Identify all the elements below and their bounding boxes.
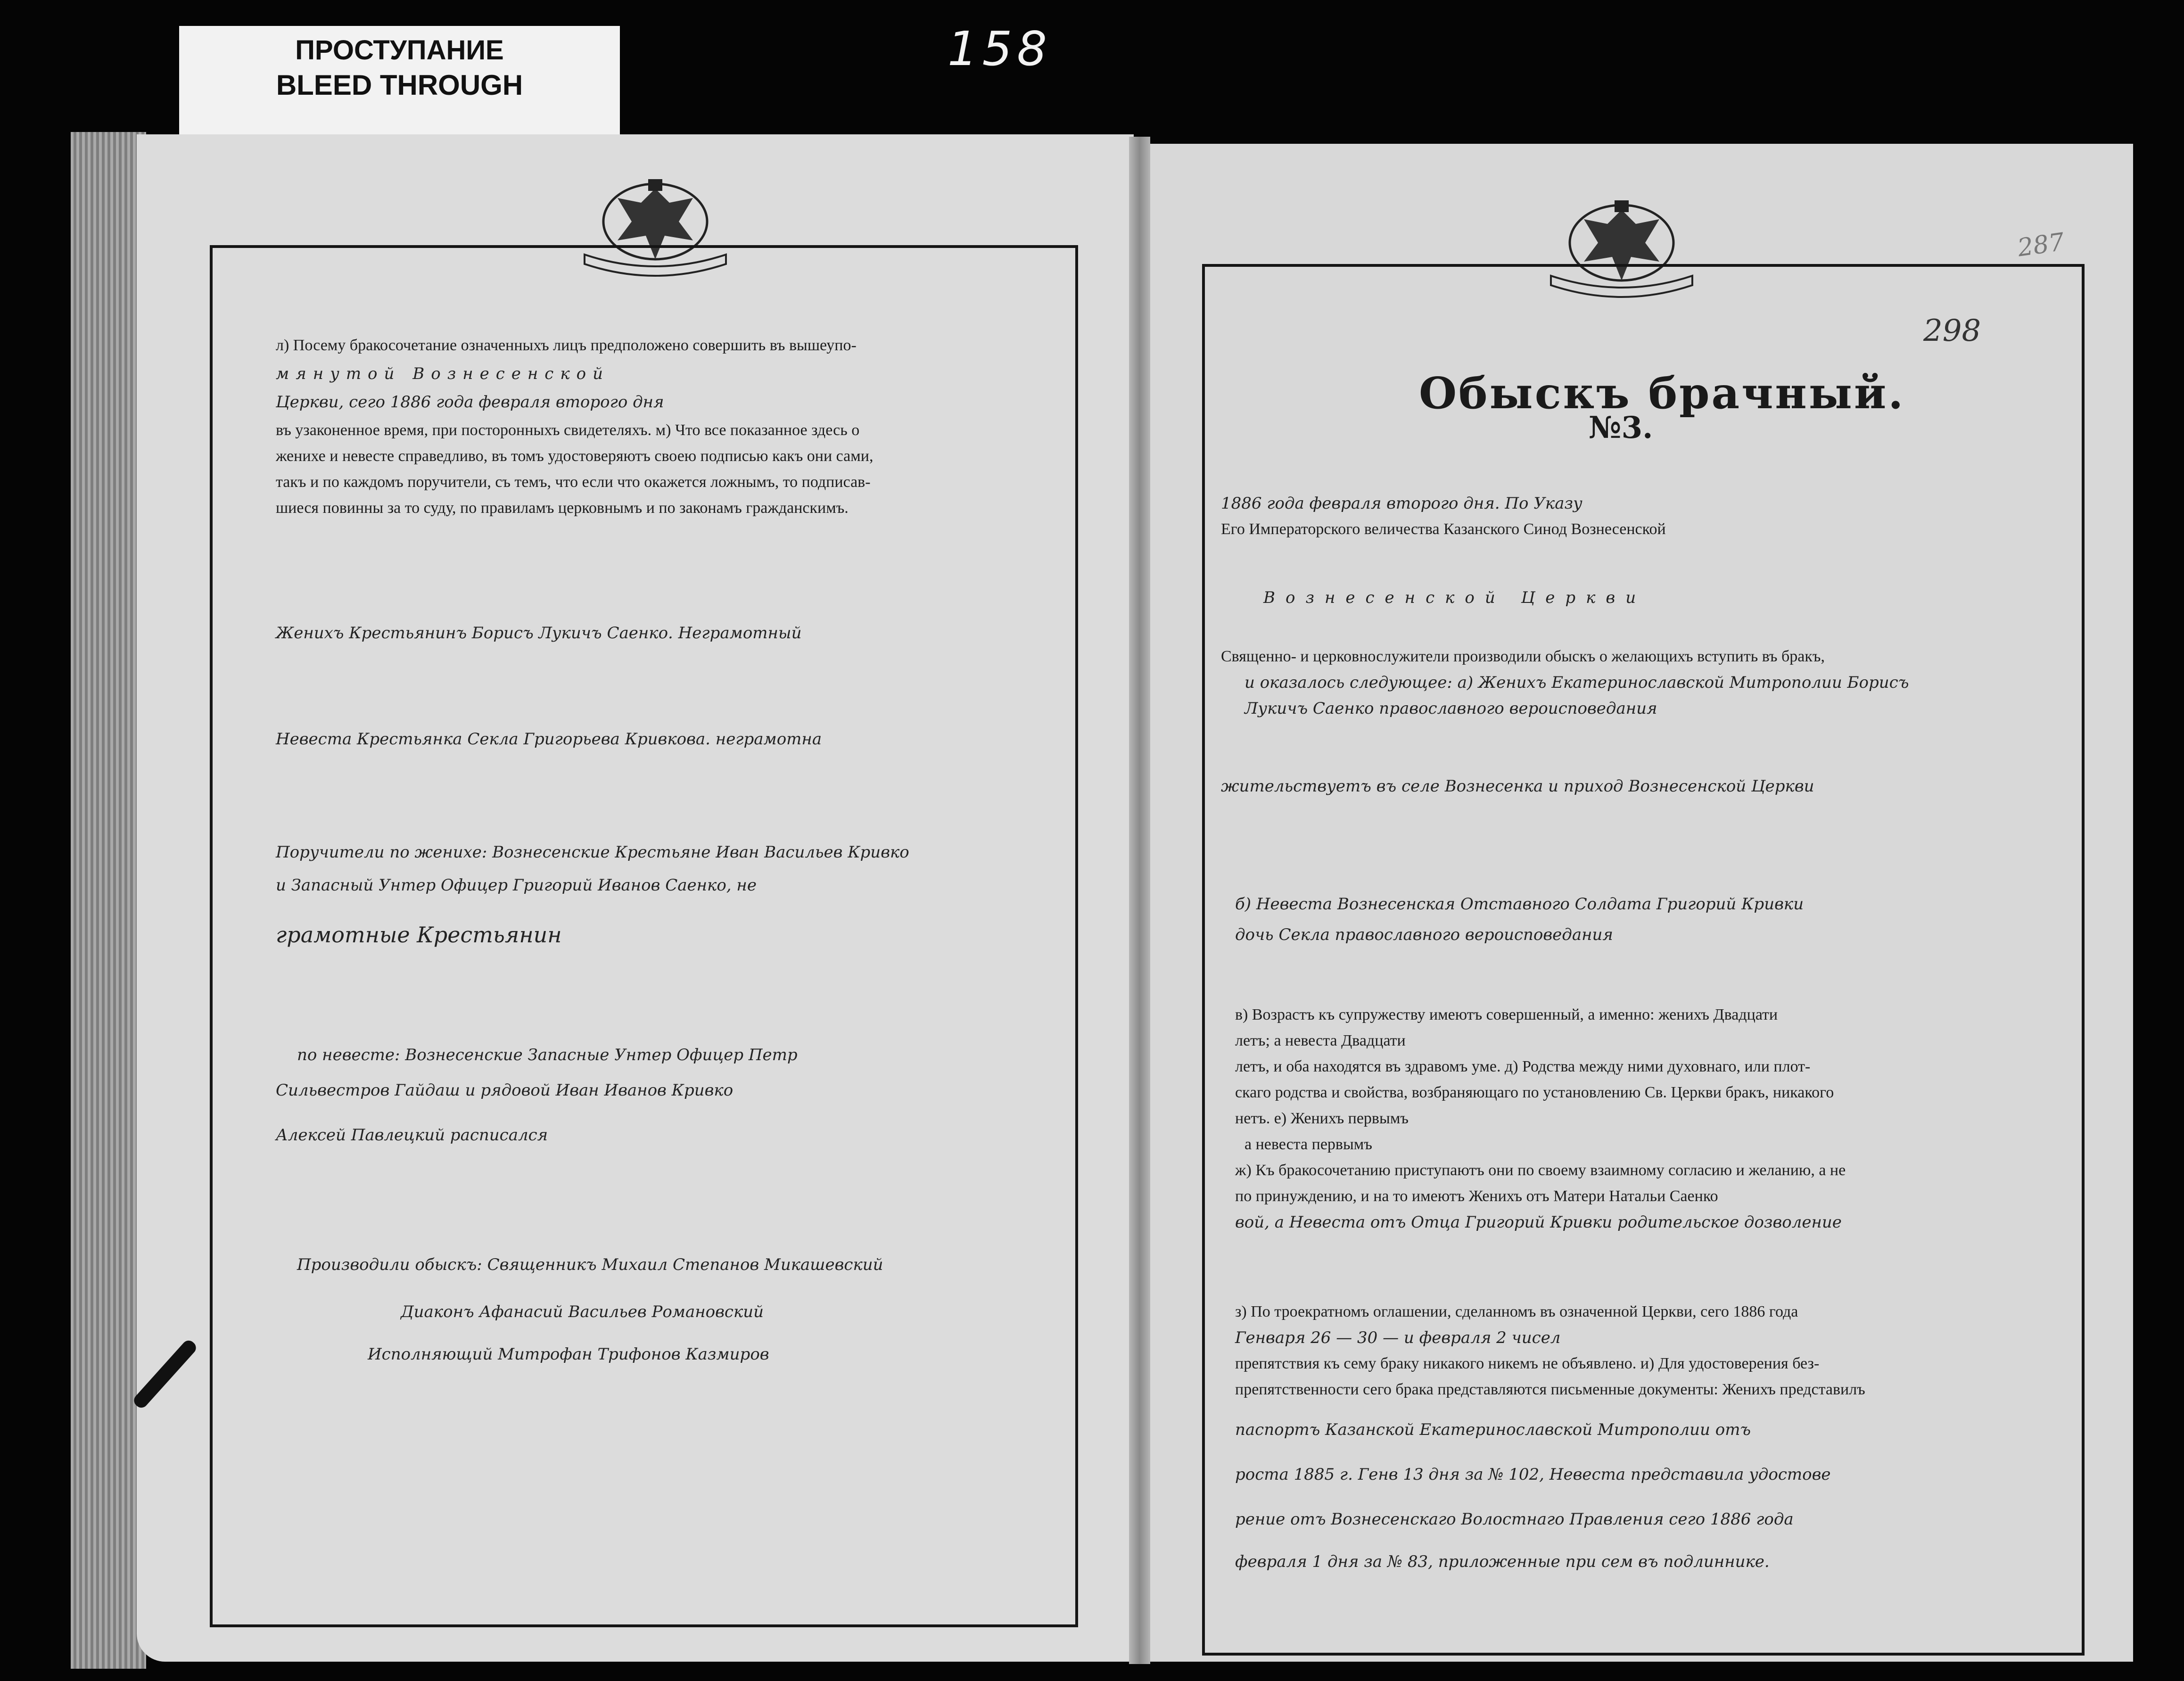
right-line: жительствуетъ въ селе Вознесенка и приход Вознесенской Церкви — [1221, 777, 1814, 796]
right-line: ж) Къ бракосочетанию приступаютъ они по своему взаимному согласию и желанию, а не — [1235, 1162, 1846, 1179]
right-line: по принуждению, и на то имеютъ Женихъ отъ Матери Натальи Саенко — [1235, 1187, 1718, 1205]
left-line: Невеста Крестьянка Секла Григорьева Кривкова. неграмотна — [276, 730, 822, 749]
left-line: Поручители по женихе: Вознесенские Крестьяне Иван Васильев Кривко — [276, 843, 909, 862]
right-line: рение отъ Вознесенскаго Волостнаго Правления сего 1886 года — [1235, 1510, 1794, 1529]
left-line: мянутой Вознесенской — [276, 364, 610, 383]
record-number: №3. — [1589, 410, 1653, 445]
page-number: 298 — [1923, 313, 1981, 348]
document-title: Обыскъ брачный. — [1419, 368, 1905, 419]
right-page-border — [1202, 264, 2085, 1656]
left-line: такъ и по каждомъ поручители, съ темъ, что если что окажется ложнымъ, то подписав- — [276, 473, 871, 491]
corner-page-number: 287 — [2016, 228, 2066, 263]
right-line: Вознесенской Церкви — [1263, 588, 1647, 607]
bleed-through-label — [179, 26, 620, 139]
left-line: Диаконъ Афанасий Васильев Романовский — [401, 1302, 764, 1321]
right-line: и оказалось следующее: а) Женихъ Екатеринославской Митрополии Борисъ — [1244, 673, 1909, 692]
right-line: нетъ. е) Женихъ первымъ — [1235, 1110, 1409, 1127]
book-spine — [1129, 137, 1150, 1664]
left-line: Женихъ Крестьянинъ Борисъ Лукичъ Саенко. Неграмотный — [276, 624, 802, 643]
right-line: вой, а Невеста отъ Отца Григорий Кривки родительское дозволение — [1235, 1213, 1842, 1232]
book-edge — [71, 132, 146, 1669]
left-line: и Запасный Унтер Офицер Григорий Иванов Саенко, не — [276, 876, 757, 895]
right-line: февраля 1 дня за № 83, приложенные при сем въ подлиннике. — [1235, 1552, 1770, 1571]
right-line: Священно- и церковнослужители производили обыскъ о желающихъ вступить въ бракъ, — [1221, 648, 1825, 665]
right-line: Генваря 26 — 30 — и февраля 2 чисел — [1235, 1328, 1561, 1347]
right-line: дочь Секла православного вероисповедания — [1235, 925, 1613, 944]
right-line: скаго родства и свойства, возбраняющаго по установлению Св. Церкви бракъ, никакого — [1235, 1084, 1834, 1101]
right-line: летъ; а невеста Двадцати — [1235, 1032, 1406, 1049]
right-line: паспортъ Казанской Екатеринославской Митрополии отъ — [1235, 1420, 1751, 1439]
right-line: Его Императорского величества Казанского Синод Вознесенской — [1221, 520, 1666, 538]
label-line-1: ПРОСТУПАНИЕ — [295, 35, 504, 66]
left-line: Исполняющий Митрофан Трифонов Казмиров — [368, 1345, 769, 1364]
left-line: шиеся повинны за то суду, по правиламъ церковнымъ и по законамъ гражданскимъ. — [276, 499, 849, 517]
left-line: по невесте: Вознесенские Запасные Унтер Офицер Петр — [297, 1046, 798, 1064]
left-line: Церкви, сего 1886 года февраля второго дня — [276, 393, 664, 412]
right-line: препятственности сего брака представляются письменные документы: Женихъ представилъ — [1235, 1381, 1865, 1398]
left-line: въ узаконенное время, при посторонныхъ свидетеляхъ. м) Что все показанное здесь о — [276, 421, 860, 439]
right-line: з) По троекратномъ оглашении, сделанномъ въ означенной Церкви, сего 1886 года — [1235, 1303, 1798, 1320]
label-line-2: BLEED THROUGH — [276, 69, 523, 101]
right-line: 1886 года февраля второго дня. По Указу — [1221, 494, 1582, 513]
right-line: роста 1885 г. Генв 13 дня за № 102, Невеста представила удостове — [1235, 1465, 1831, 1484]
right-line: препятствия къ сему браку никакого никемъ не объявлено. и) Для удостоверения без- — [1235, 1355, 1820, 1372]
right-line: а невеста первымъ — [1244, 1136, 1372, 1153]
left-line: Алексей Павлецкий расписался — [276, 1126, 548, 1145]
left-line: Сильвестров Гайдаш и рядовой Иван Иванов Кривко — [276, 1081, 733, 1100]
left-line: женихе и невесте справедливо, въ томъ удостоверяютъ своею подписью какъ они сами, — [276, 447, 874, 465]
right-line: б) Невеста Вознесенская Отставного Солдата Григорий Кривки — [1235, 895, 1804, 914]
right-line: в) Возрастъ къ супружеству имеютъ совершенный, а именно: женихъ Двадцати — [1235, 1006, 1778, 1023]
left-line: грамотные Крестьянин — [276, 922, 562, 948]
frame-number: 158 — [948, 21, 1052, 76]
left-line: Производили обыскъ: Священникъ Михаил Степанов Микашевский — [297, 1255, 883, 1274]
right-line: Лукичъ Саенко православного вероисповедания — [1244, 699, 1657, 718]
left-line: л) Посему бракосочетание означенныхъ лицъ предположено совершить въ вышеупо- — [276, 337, 857, 354]
right-line: летъ, и оба находятся въ здравомъ уме. д) Родства между ними духовнаго, или плот- — [1235, 1058, 1811, 1075]
